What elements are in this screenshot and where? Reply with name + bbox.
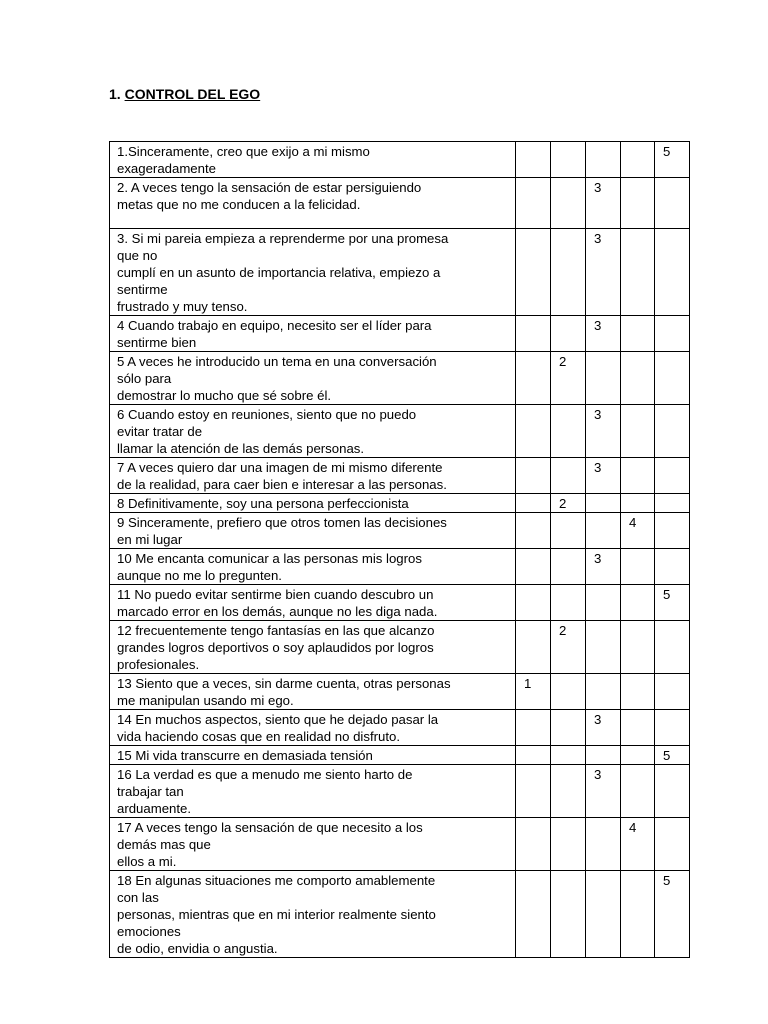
score-cell-4 — [621, 674, 655, 710]
score-cell-5: 5 — [655, 142, 690, 178]
score-cell-1 — [516, 710, 551, 746]
score-cell-4 — [621, 458, 655, 494]
question-cell: 1.Sinceramente, creo que exijo a mi mismo exageradamente — [110, 142, 516, 178]
score-cell-1 — [516, 549, 551, 585]
score-cell-3: 3 — [586, 405, 621, 458]
table-row — [110, 549, 690, 585]
score-cell-3: 3 — [586, 710, 621, 746]
score-cell-3 — [586, 513, 621, 549]
score-cell-1 — [516, 142, 551, 178]
table-row — [110, 765, 690, 818]
score-cell-4 — [621, 178, 655, 229]
score-cell-1 — [516, 871, 551, 958]
score-cell-5 — [655, 549, 690, 585]
score-cell-2: 2 — [551, 352, 586, 405]
table-row — [110, 405, 690, 458]
score-cell-4 — [621, 316, 655, 352]
question-cell: 8 Definitivamente, soy una persona perfeccionista — [110, 494, 516, 513]
score-cell-1 — [516, 746, 551, 765]
table-row — [110, 621, 690, 674]
score-cell-3: 3 — [586, 178, 621, 229]
score-cell-2 — [551, 142, 586, 178]
score-cell-5 — [655, 765, 690, 818]
score-cell-3 — [586, 352, 621, 405]
table-row — [110, 746, 690, 765]
score-cell-1 — [516, 513, 551, 549]
question-cell: 2. A veces tengo la sensación de estar persiguiendo metas que no me conducen a la felicidad. — [110, 178, 516, 229]
score-cell-3: 3 — [586, 765, 621, 818]
question-cell: 13 Siento que a veces, sin darme cuenta, otras personas me manipulan usando mi ego. — [110, 674, 516, 710]
score-cell-5 — [655, 316, 690, 352]
score-cell-1 — [516, 458, 551, 494]
survey-table — [109, 141, 690, 958]
score-cell-1 — [516, 765, 551, 818]
table-row — [110, 316, 690, 352]
table-row — [110, 142, 690, 178]
score-cell-1 — [516, 585, 551, 621]
score-cell-1 — [516, 494, 551, 513]
question-cell: 3. Si mi pareia empieza a reprenderme por una promesa que no cumplí en un asunto de importancia relativa, empiezo a sentirme frustrado y muy tenso. — [110, 229, 516, 316]
survey-table-body — [110, 142, 690, 958]
table-row — [110, 229, 690, 316]
table-row — [110, 818, 690, 871]
section-number: 1. — [109, 86, 121, 102]
score-cell-5 — [655, 405, 690, 458]
score-cell-4 — [621, 352, 655, 405]
score-cell-5 — [655, 818, 690, 871]
score-cell-1 — [516, 405, 551, 458]
table-row — [110, 352, 690, 405]
table-row — [110, 494, 690, 513]
score-cell-2: 2 — [551, 494, 586, 513]
table-row — [110, 458, 690, 494]
score-cell-4 — [621, 229, 655, 316]
table-row — [110, 585, 690, 621]
score-cell-5 — [655, 352, 690, 405]
page-title — [109, 86, 260, 102]
score-cell-2 — [551, 585, 586, 621]
score-cell-4 — [621, 142, 655, 178]
score-cell-5 — [655, 674, 690, 710]
score-cell-3: 3 — [586, 316, 621, 352]
score-cell-2 — [551, 549, 586, 585]
score-cell-2 — [551, 746, 586, 765]
score-cell-1 — [516, 229, 551, 316]
table-row — [110, 871, 690, 958]
score-cell-4 — [621, 765, 655, 818]
score-cell-5 — [655, 458, 690, 494]
score-cell-5 — [655, 494, 690, 513]
table-row — [110, 178, 690, 229]
question-cell: 15 Mi vida transcurre en demasiada tensión — [110, 746, 516, 765]
score-cell-3: 3 — [586, 458, 621, 494]
score-cell-2 — [551, 405, 586, 458]
score-cell-3 — [586, 871, 621, 958]
score-cell-3 — [586, 818, 621, 871]
question-cell: 6 Cuando estoy en reuniones, siento que no puedo evitar tratar de llamar la atención de las demás personas. — [110, 405, 516, 458]
score-cell-4 — [621, 405, 655, 458]
score-cell-5 — [655, 513, 690, 549]
score-cell-2 — [551, 818, 586, 871]
score-cell-1 — [516, 316, 551, 352]
score-cell-4 — [621, 494, 655, 513]
score-cell-4 — [621, 585, 655, 621]
score-cell-4 — [621, 746, 655, 765]
score-cell-1: 1 — [516, 674, 551, 710]
question-cell: 14 En muchos aspectos, siento que he dejado pasar la vida haciendo cosas que en realidad no disfruto. — [110, 710, 516, 746]
score-cell-3 — [586, 142, 621, 178]
score-cell-5: 5 — [655, 746, 690, 765]
score-cell-2 — [551, 674, 586, 710]
score-cell-2 — [551, 710, 586, 746]
question-cell: 9 Sinceramente, prefiero que otros tomen las decisiones en mi lugar — [110, 513, 516, 549]
score-cell-2 — [551, 765, 586, 818]
score-cell-4: 4 — [621, 818, 655, 871]
table-row — [110, 513, 690, 549]
score-cell-2 — [551, 458, 586, 494]
score-cell-2 — [551, 178, 586, 229]
table-row — [110, 674, 690, 710]
score-cell-1 — [516, 352, 551, 405]
score-cell-3 — [586, 585, 621, 621]
score-cell-2 — [551, 871, 586, 958]
table-row — [110, 710, 690, 746]
score-cell-5: 5 — [655, 871, 690, 958]
question-cell: 10 Me encanta comunicar a las personas mis logros aunque no me lo pregunten. — [110, 549, 516, 585]
score-cell-2 — [551, 316, 586, 352]
score-cell-4 — [621, 621, 655, 674]
question-cell: 5 A veces he introducido un tema en una conversación sólo para demostrar lo mucho que sé sobre él. — [110, 352, 516, 405]
score-cell-4 — [621, 710, 655, 746]
score-cell-5 — [655, 178, 690, 229]
score-cell-3: 3 — [586, 229, 621, 316]
question-cell: 11 No puedo evitar sentirme bien cuando descubro un marcado error en los demás, aunque no les diga nada. — [110, 585, 516, 621]
score-cell-4: 4 — [621, 513, 655, 549]
question-cell: 7 A veces quiero dar una imagen de mi mismo diferente de la realidad, para caer bien e interesar a las personas. — [110, 458, 516, 494]
score-cell-3: 3 — [586, 549, 621, 585]
score-cell-3 — [586, 746, 621, 765]
question-cell: 12 frecuentemente tengo fantasías en las que alcanzo grandes logros deportivos o soy aplaudidos por logros profesionales. — [110, 621, 516, 674]
score-cell-3 — [586, 494, 621, 513]
score-cell-5 — [655, 621, 690, 674]
score-cell-1 — [516, 818, 551, 871]
question-cell: 17 A veces tengo la sensación de que necesito a los demás mas que ellos a mi. — [110, 818, 516, 871]
score-cell-2 — [551, 229, 586, 316]
question-cell: 16 La verdad es que a menudo me siento harto de trabajar tan arduamente. — [110, 765, 516, 818]
score-cell-4 — [621, 549, 655, 585]
score-cell-5 — [655, 710, 690, 746]
score-cell-3 — [586, 674, 621, 710]
question-cell: 18 En algunas situaciones me comporto amablemente con las personas, mientras que en mi interior realmente siento emociones de odio, envidia o angustia. — [110, 871, 516, 958]
score-cell-1 — [516, 621, 551, 674]
section-title: CONTROL DEL EGO — [124, 86, 261, 102]
score-cell-1 — [516, 178, 551, 229]
score-cell-5 — [655, 229, 690, 316]
question-cell: 4 Cuando trabajo en equipo, necesito ser el líder para sentirme bien — [110, 316, 516, 352]
score-cell-4 — [621, 871, 655, 958]
score-cell-2 — [551, 513, 586, 549]
score-cell-3 — [586, 621, 621, 674]
score-cell-2: 2 — [551, 621, 586, 674]
score-cell-5: 5 — [655, 585, 690, 621]
